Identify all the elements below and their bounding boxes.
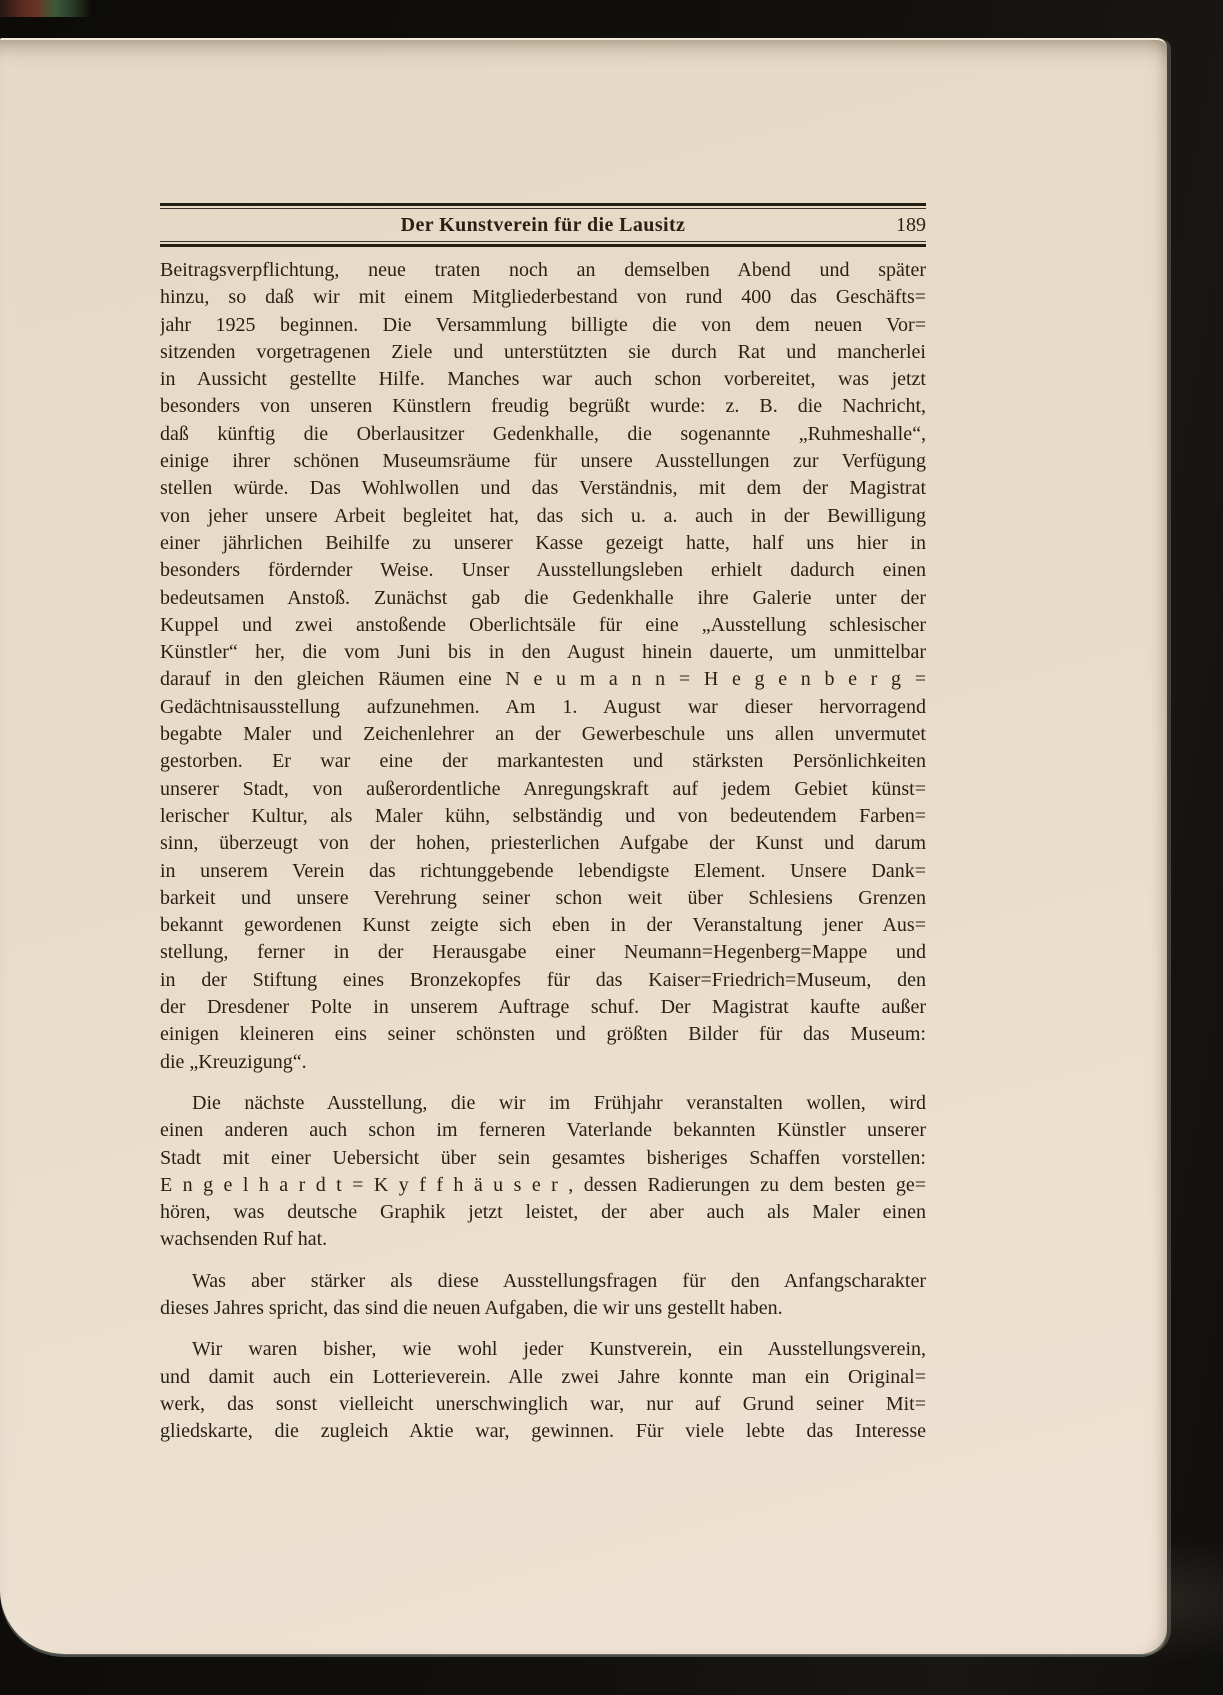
text-line: gestorben. Er war eine der markantesten und stärksten Persönlichkeiten (160, 750, 926, 773)
text-line: Kuppel und zwei anstoßende Oberlichtsäle für eine „Ausstellung schlesischer (160, 613, 926, 636)
page-number: 189 (896, 214, 926, 236)
text-line: begabte Maler und Zeichenlehrer an der Gewerbeschule uns allen unvermutet (160, 723, 926, 746)
text-line: jahr 1925 beginnen. Die Versammlung billigte die von dem neuen Vor= (160, 313, 926, 336)
text-line: wachsenden Ruf hat. (160, 1228, 328, 1251)
book-page (0, 38, 1167, 1654)
text-line: die „Kreuzigung“. (160, 1050, 307, 1073)
text-line: lerischer Kultur, als Maler kühn, selbständig und von bedeutendem Farben= (160, 804, 926, 827)
text-line: barkeit und unsere Verehrung seiner schon weit über Schlesiens Grenzen (160, 886, 926, 909)
text-line: hören, was deutsche Graphik jetzt leistet, der aber auch als Maler einen (160, 1201, 926, 1224)
book-binding-fragment (0, 0, 90, 17)
text-line: besonders von unseren Künstlern freudig begrüßt wurde: z. B. die Nachricht, (160, 395, 926, 418)
text-line: sitzenden vorgetragenen Ziele und unterstützten sie durch Rat und mancherlei (160, 340, 926, 363)
text-line: werk, das sonst vielleicht unerschwinglich war, nur auf Grund seiner Mit= (160, 1392, 926, 1415)
text-line: bekannt gewordenen Kunst zeigte sich eben in der Veranstaltung jener Aus= (160, 914, 926, 937)
text-line: einigen kleineren eins seiner schönsten und größten Bilder für das Museum: (160, 1023, 926, 1046)
text-line: hinzu, so daß wir mit einem Mitgliederbestand von rund 400 das Geschäfts= (160, 286, 926, 309)
text-line: gliedskarte, die zugleich Aktie war, gewinnen. Für viele lebte das Interesse (160, 1420, 926, 1443)
text-line: stellen würde. Das Wohlwollen und das Verständnis, mit dem der Magistrat (160, 477, 926, 500)
text-line: daß künftig die Oberlausitzer Gedenkhalle, die sogenannte „Ruhmeshalle“, (160, 422, 926, 445)
text-line: bedeutsamen Anstoß. Zunächst gab die Gedenkhalle ihre Galerie unter der (160, 586, 926, 609)
paragraph (160, 257, 926, 1076)
header-rule-bottom (160, 241, 926, 247)
text-line: Stadt mit einer Uebersicht über sein gesamtes bisheriges Schaffen vorstellen: (160, 1146, 926, 1169)
text-line: in der Stiftung eines Bronzekopfes für das Kaiser=Friedrich=Museum, den (160, 968, 926, 991)
text-line: dieses Jahres spricht, das sind die neuen Aufgaben, die wir uns gestellt haben. (160, 1296, 783, 1319)
paragraph (160, 1090, 926, 1254)
text-line: in Aussicht gestellte Hilfe. Manches war auch schon vorbereitet, was jetzt (160, 368, 926, 391)
page-header (160, 203, 926, 247)
text-line: darauf in den gleichen Räumen eine N e u m a n n = H e g e n b e r g = (160, 668, 926, 691)
text-line: einige ihrer schönen Museumsräume für unsere Ausstellungen zur Verfügung (160, 450, 926, 473)
text-line: sinn, überzeugt von der hohen, priesterlichen Aufgabe der Kunst und darum (160, 832, 926, 855)
page-body (160, 257, 926, 1445)
text-line: Künstler“ her, die vom Juni bis in den August hinein dauerte, um unmittelbar (160, 641, 926, 664)
text-line: Beitragsverpflichtung, neue traten noch an demselben Abend und später (160, 259, 926, 281)
text-line: Die nächste Ausstellung, die wir im Frühjahr veranstalten wollen, wird (192, 1091, 926, 1114)
text-line: E n g e l h a r d t = K y f f h ä u s e r , dessen Radierungen zu dem besten ge= (160, 1173, 926, 1196)
text-line: besonders fördernder Weise. Unser Ausstellungsleben erhielt dadurch einen (160, 559, 926, 582)
running-title: Der Kunstverein für die Lausitz (400, 214, 686, 236)
text-line: einen anderen auch schon im ferneren Vaterlande bekannten Künstler unserer (160, 1119, 926, 1142)
paragraph (160, 1336, 926, 1445)
text-line: in unserem Verein das richtunggebende lebendigste Element. Unsere Dank= (160, 859, 926, 882)
text-line: der Dresdener Polte in unserem Auftrage schuf. Der Magistrat kaufte außer (160, 996, 926, 1019)
text-line: einer jährlichen Beihilfe zu unserer Kasse gezeigt hatte, half uns hier in (160, 531, 926, 554)
text-line: Was aber stärker als diese Ausstellungsfragen für den Anfangscharakter (192, 1269, 926, 1292)
text-line: unserer Stadt, von außerordentliche Anregungskraft auf jedem Gebiet künst= (160, 777, 926, 800)
text-line: Wir waren bisher, wie wohl jeder Kunstverein, ein Ausstellungsverein, (192, 1338, 926, 1361)
paragraph (160, 1268, 926, 1323)
header-row (160, 209, 926, 241)
text-line: stellung, ferner in der Herausgabe einer Neumann=Hegenberg=Mappe und (160, 941, 926, 964)
text-line: und damit auch ein Lotterieverein. Alle zwei Jahre konnte man ein Original= (160, 1365, 926, 1388)
text-line: Gedächtnisausstellung aufzunehmen. Am 1. August war dieser hervorragend (160, 695, 926, 718)
text-line: von jeher unsere Arbeit begleitet hat, das sich u. a. auch in der Bewilligung (160, 504, 926, 527)
